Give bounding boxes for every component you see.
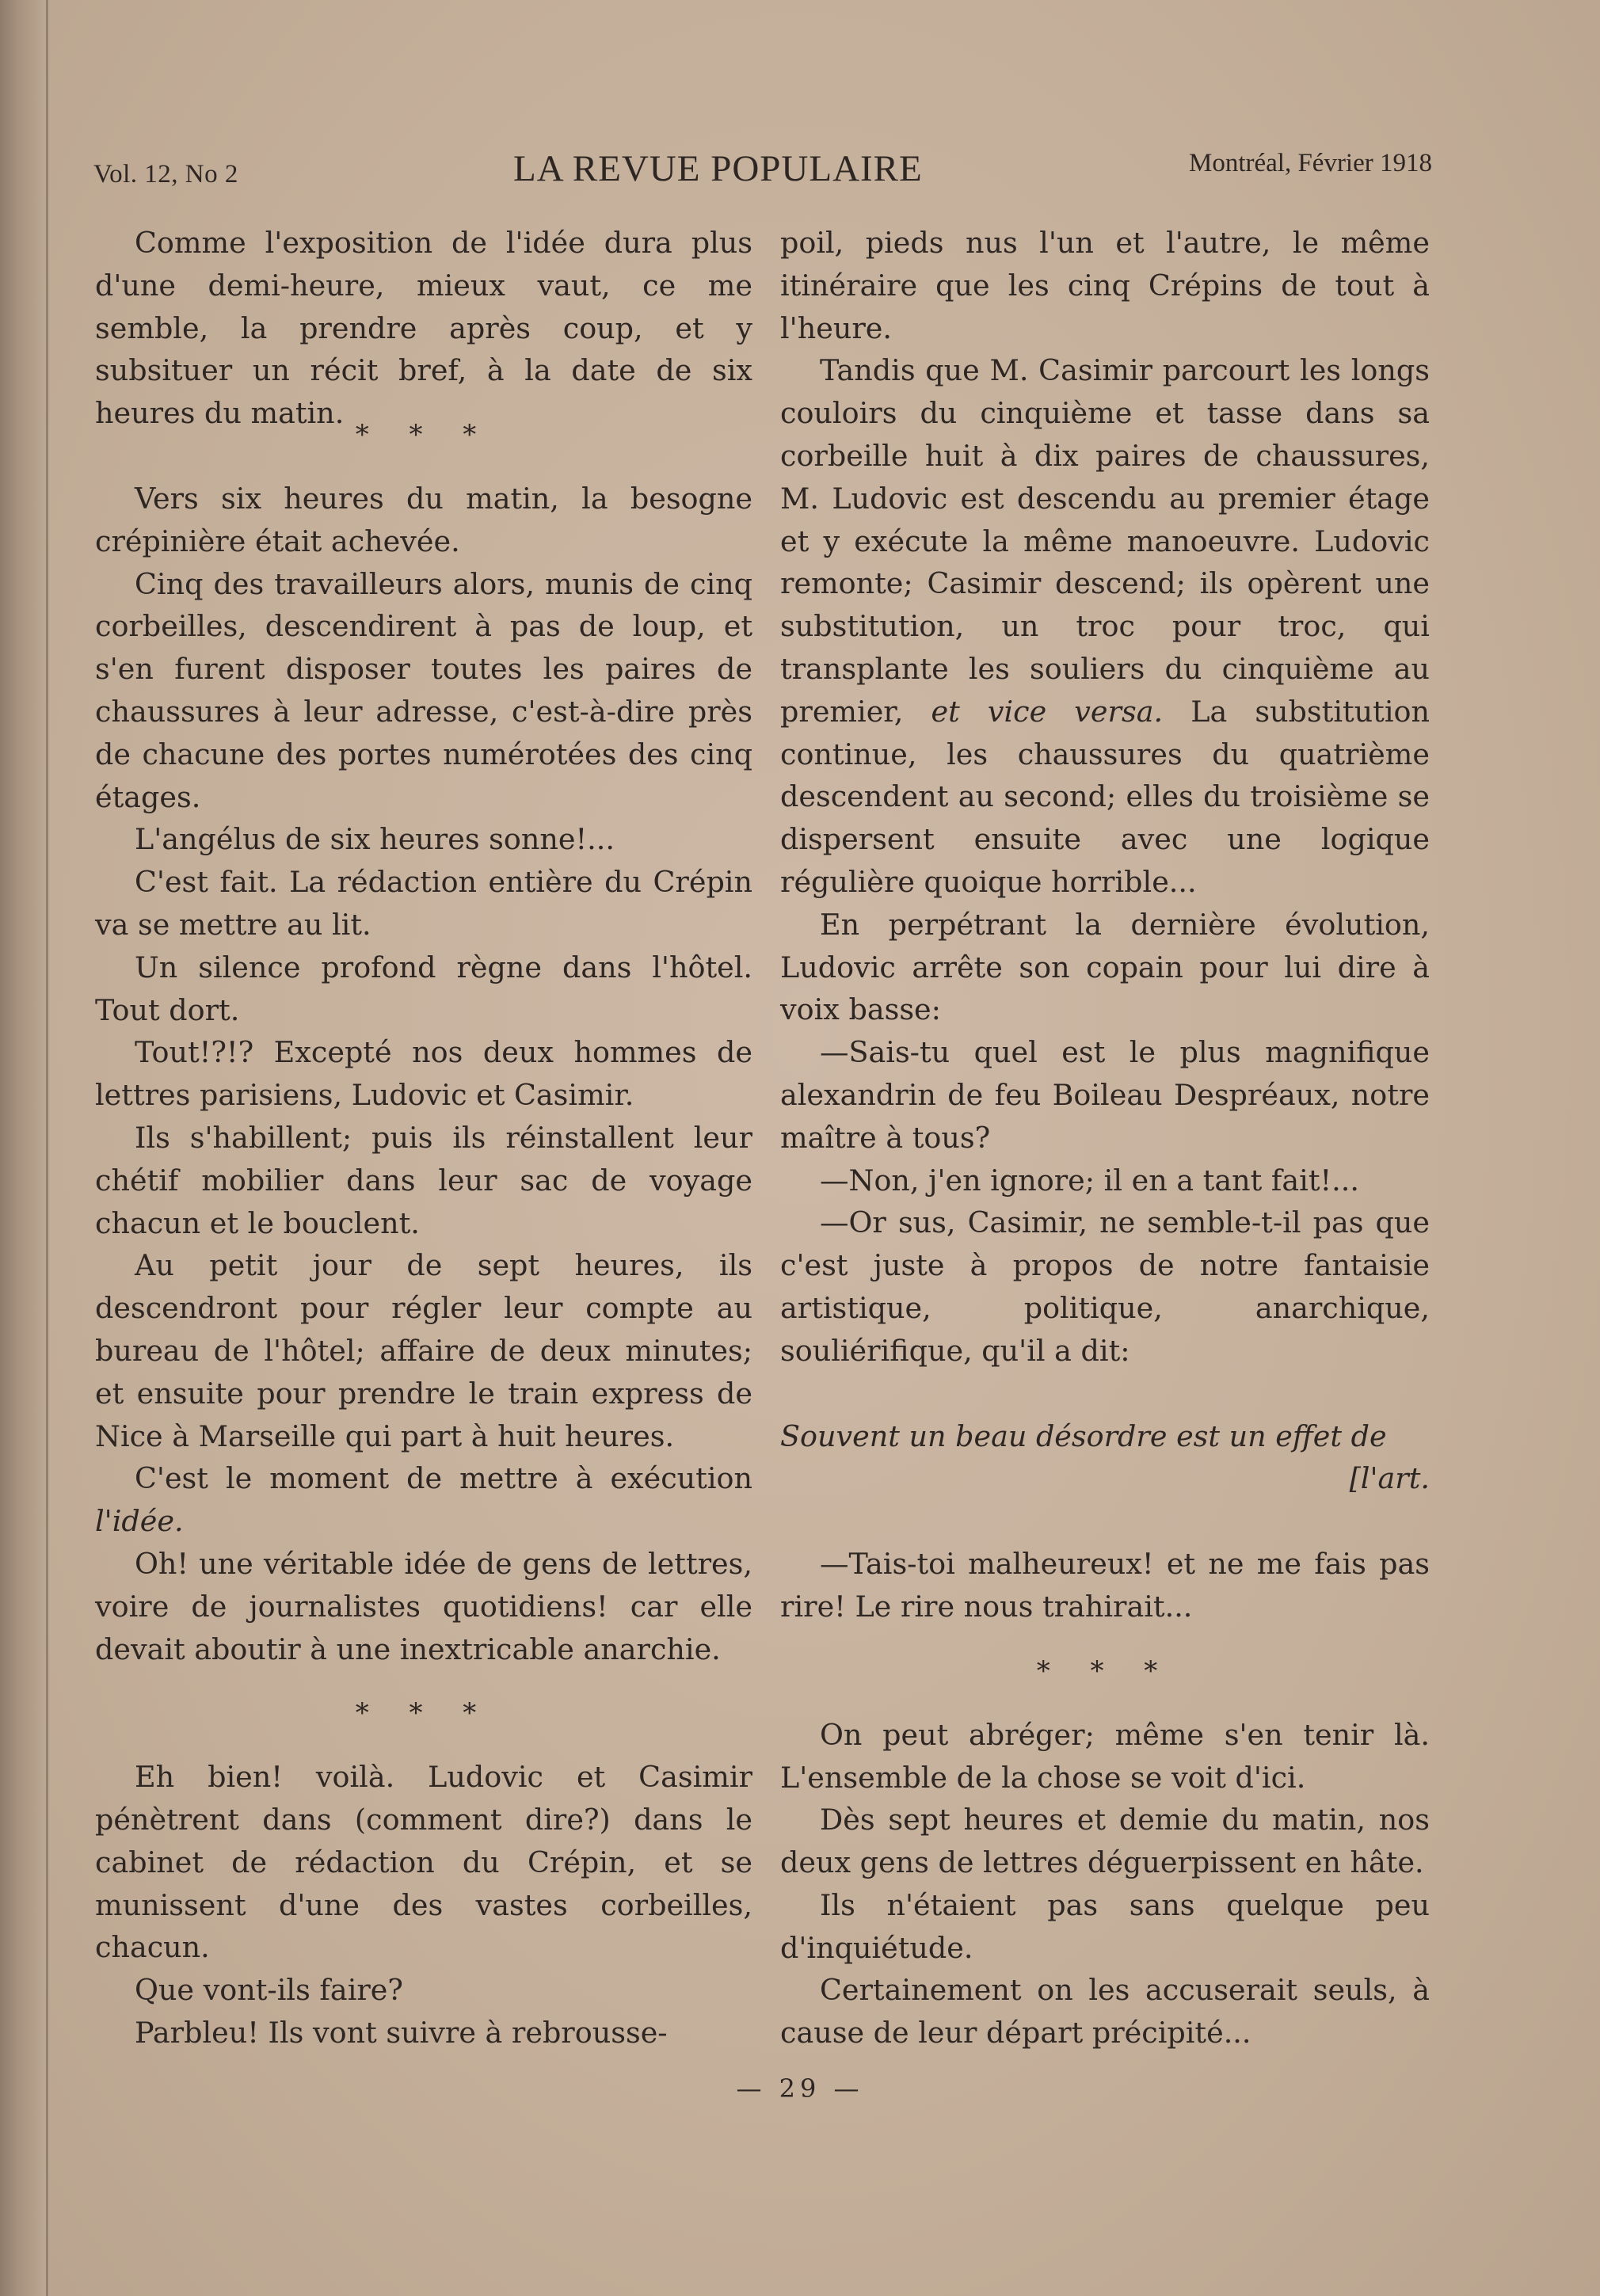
paragraph <box>95 1457 752 1543</box>
paragraph: —Sais-tu quel est le plus magnifique alexandrin de feu Boileau Despréaux, notre maître à tous? <box>780 1035 1430 1155</box>
spacer <box>780 1500 1430 1543</box>
paragraph: Dès sept heures et demie du matin, nos deux gens de lettres déguerpissent en hâte. <box>780 1803 1430 1880</box>
section-break: * * * <box>1036 1654 1174 1687</box>
verse-line: Souvent un beau désordre est un effet de <box>780 1418 1387 1453</box>
paragraph-text: La substitution continue, les chaussures du quatrième descendent au second; elles du troisième se dispersent ensuite avec une logique régulière quoique horrible... <box>780 694 1430 899</box>
binding-edge <box>0 0 49 2296</box>
paragraph: Cinq des travailleurs alors, munis de cinq corbeilles, descendirent à pas de loup, et s'en furent disposer toutes les paires de chaussures à leur adresse, c'est-à-dire près de chacune des portes numérotées des cinq étages. <box>95 566 752 814</box>
paragraph: On peut abréger; même s'en tenir là. L'ensemble de la chose se voit d'ici. <box>780 1717 1430 1795</box>
issue-date: Montréal, Février 1918 <box>1188 149 1432 177</box>
paragraph: Comme l'exposition de l'idée dura plus d'une demi-heure, mieux vaut, ce me semble, la prendre après coup, et y subsituer un récit bref, à la date de six heures du matin. <box>95 226 752 431</box>
paragraph: —Or sus, Casimir, ne semble-t-il pas que c'est juste à propos de notre fantaisie artistique, politique, anarchique, souliérifique, qu'il a dit: <box>780 1205 1430 1368</box>
paragraph: Que vont-ils faire? <box>135 1973 403 2008</box>
paragraph: —Non, j'en ignore; il en a tant fait!... <box>820 1163 1359 1197</box>
paragraph <box>780 349 1430 903</box>
verse-line-continuation: [l'art. <box>1349 1461 1430 1496</box>
right-column <box>780 222 1430 2054</box>
paragraph: Vers six heures du matin, la besogne crépinière était achevée. <box>95 481 752 558</box>
magazine-title: LA REVUE POPULAIRE <box>513 148 923 189</box>
paragraph: Au petit jour de sept heures, ils descendront pour régler leur compte au bureau de l'hôtel; affaire de deux minutes; et ensuite pour prendre le train express de Nice à Marseille qui part à huit heures. <box>95 1248 752 1453</box>
paragraph: Oh! une véritable idée de gens de lettres, voire de journalistes quotidiens! car elle devait aboutir à une inextricable anarchie. <box>95 1546 752 1666</box>
paragraph-text: Tandis que M. Casimir parcourt les longs couloirs du cinquième et tasse dans sa corbeille huit à dix paires de chaussures, M. Ludovic est descendu au premier étage et y exécute la même manoeuvre. Ludovic remonte; Casimir descend; ils opèrent une substitution, un troc pour troc, qui transplante les souliers du cinquième au premier, <box>780 353 1430 729</box>
spacer <box>780 1373 1430 1415</box>
paragraph: Certainement on les accuserait seuls, à cause de leur départ précipité... <box>780 1973 1430 2050</box>
paragraph: L'angélus de six heures sonne!... <box>135 822 615 857</box>
binding-line <box>46 0 48 2296</box>
paragraph: Parbleu! Ils vont suivre à rebrousse- <box>135 2016 668 2050</box>
left-column <box>95 222 752 2054</box>
section-break: * * * <box>355 1697 493 1730</box>
paragraph: Eh bien! voilà. Ludovic et Casimir pénètrent dans (comment dire?) dans le cabinet de rédaction du Crépin, et se munissent d'une des vastes corbeilles, chacun. <box>95 1760 752 1965</box>
volume-number: Vol. 12, No 2 <box>93 160 238 188</box>
paragraph: —Tais-toi malheureux! et ne me fais pas rire! Le rire nous trahirait... <box>780 1547 1430 1624</box>
emphasis: l'idée. <box>95 1504 184 1539</box>
paragraph-text: C'est le moment de mettre à exécution <box>135 1461 752 1496</box>
emphasis: et vice versa. <box>931 694 1164 729</box>
paragraph: poil, pieds nus l'un et l'autre, le même itinéraire que les cinq Crépins de tout à l'heure. <box>780 226 1430 345</box>
paragraph: Un silence profond règne dans l'hôtel. Tout dort. <box>95 950 752 1027</box>
running-header <box>93 147 1432 203</box>
paragraph: C'est fait. La rédaction entière du Crépin va se mettre au lit. <box>95 865 752 942</box>
page-number: — 29 — <box>736 2073 864 2104</box>
section-break: * * * <box>355 418 493 451</box>
verse-quote <box>780 1415 1430 1501</box>
paragraph: Ils s'habillent; puis ils réinstallent leur chétif mobilier dans leur sac de voyage chacun et le bouclent. <box>95 1120 752 1240</box>
paragraph: En perpétrant la dernière évolution, Ludovic arrête son copain pour lui dire à voix basse: <box>780 907 1430 1027</box>
paragraph: Tout!?!? Excepté nos deux hommes de lettres parisiens, Ludovic et Casimir. <box>95 1035 752 1113</box>
paragraph: Ils n'étaient pas sans quelque peu d'inquiétude. <box>780 1887 1430 1965</box>
